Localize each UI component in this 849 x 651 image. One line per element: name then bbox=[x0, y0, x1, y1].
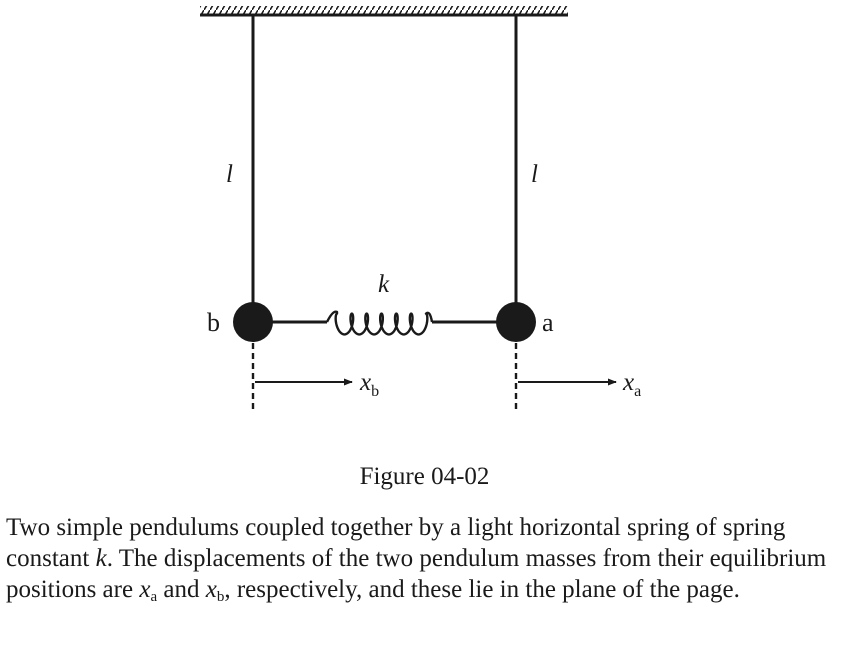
caption-xa-sub: a bbox=[150, 589, 158, 605]
caption-text: . The displacements of the two pendulum masses from their equilibrium positions are bbox=[6, 545, 827, 603]
caption-text: , respectively, and these lie in the plane of the page. bbox=[224, 576, 740, 603]
figure-title: Figure 04-02 bbox=[359, 463, 490, 490]
caption-xb-symbol: x bbox=[205, 576, 217, 603]
caption-xb-sub: b bbox=[216, 589, 225, 605]
spring-constant-label: k bbox=[378, 271, 390, 298]
caption-xa-symbol: x bbox=[139, 576, 151, 603]
caption-k: k bbox=[95, 545, 107, 572]
displacement-label-b: $x_b$ bbox=[360, 369, 380, 400]
mass-b bbox=[233, 302, 273, 342]
spring-coil bbox=[327, 312, 432, 335]
length-label-right: l bbox=[531, 161, 538, 188]
mass-label-b: b bbox=[207, 308, 220, 337]
ceiling-support bbox=[200, 6, 568, 15]
caption-text: and bbox=[157, 576, 206, 603]
mass-a bbox=[496, 302, 536, 342]
length-label-left: l bbox=[226, 161, 233, 188]
figure-caption bbox=[6, 512, 846, 605]
mass-label-a: a bbox=[542, 308, 554, 337]
displacement-label-a: $x_a$ bbox=[623, 369, 642, 400]
caption-text: Two simple pendulums coupled together by a light horizontal spring of spring constant bbox=[6, 514, 786, 572]
